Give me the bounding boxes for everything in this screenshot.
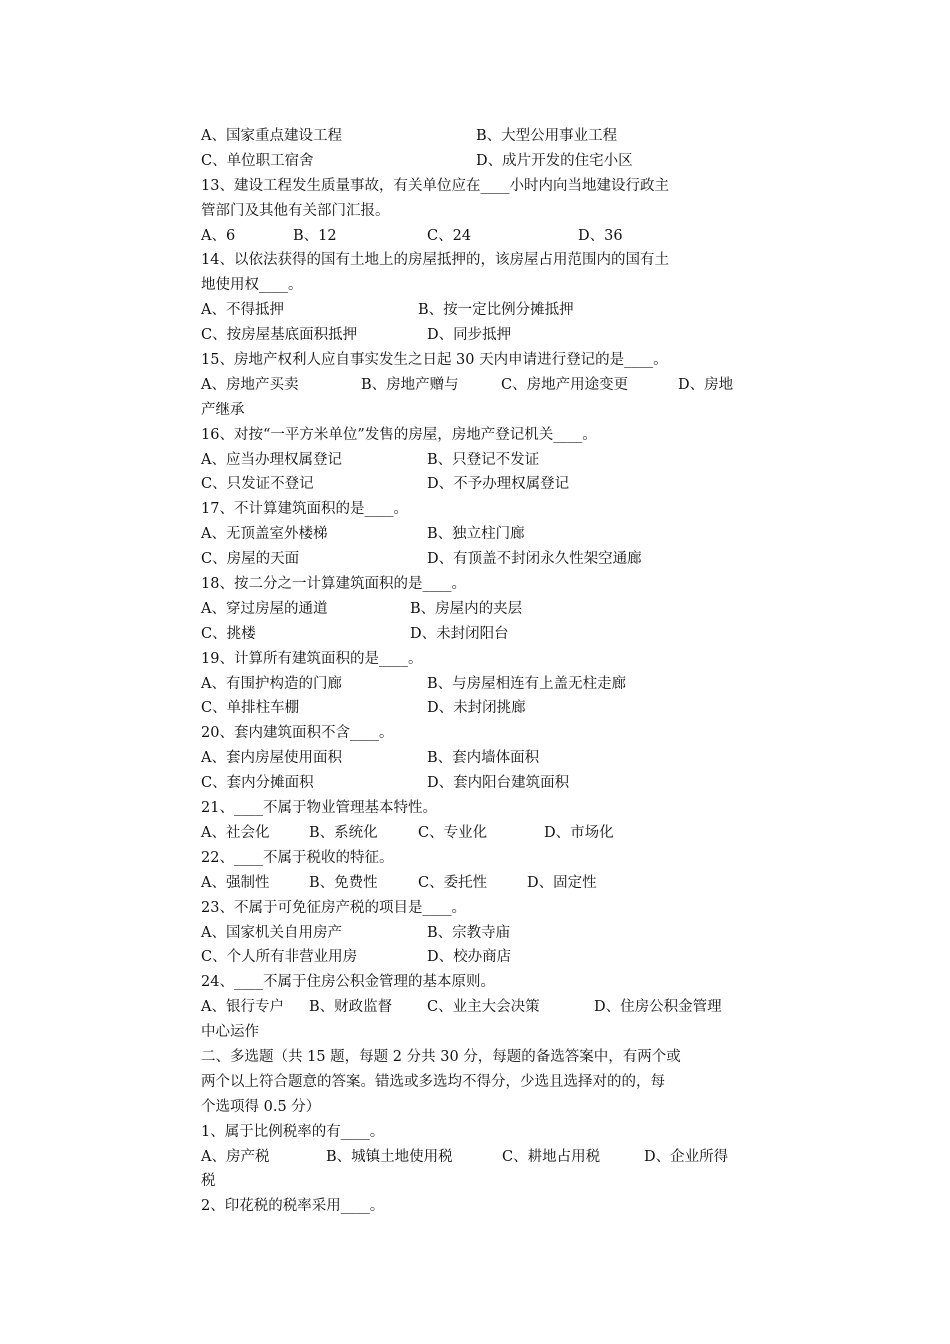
option-text: B、按一定比例分摊抵押	[418, 302, 574, 319]
option-text: B、12	[293, 227, 337, 244]
option-text: C、耕地占用税	[502, 1148, 601, 1165]
text-line	[201, 547, 746, 572]
option-text: B、房屋内的夹层	[410, 600, 523, 617]
line-text: 2、印花税的税率采用____。	[201, 1198, 385, 1215]
text-line	[201, 721, 746, 746]
option-text: B、套内墙体面积	[427, 750, 540, 767]
option-text: C、委托性	[418, 874, 488, 891]
option-text: C、单排柱车棚	[201, 700, 300, 717]
option-text: D、同步抵押	[427, 327, 512, 344]
option-text: A、社会化	[201, 824, 270, 841]
option-text: C、房屋的天面	[201, 551, 300, 568]
option-text: B、系统化	[309, 824, 378, 841]
option-text: B、财政监督	[309, 999, 393, 1016]
line-text: 中心运作	[201, 1024, 259, 1041]
text-line	[201, 1145, 746, 1170]
text-line	[201, 672, 746, 697]
line-text: 17、不计算建筑面积的是____。	[201, 501, 408, 518]
line-text: 产继承	[201, 401, 245, 418]
line-text: 16、对按“一平方米单位”发售的房屋，房地产登记机关____。	[201, 426, 597, 443]
option-text: C、专业化	[418, 824, 488, 841]
text-line	[201, 248, 746, 273]
option-text: C、挑楼	[201, 625, 256, 642]
line-text: 22、____不属于税收的特征。	[201, 849, 394, 866]
text-line	[201, 821, 746, 846]
option-text: D、企业所得	[644, 1148, 729, 1165]
option-text: B、房地产赠与	[361, 376, 459, 393]
line-text: 1、属于比例税率的有____。	[201, 1123, 385, 1140]
text-line	[201, 622, 746, 647]
text-line	[201, 945, 746, 970]
option-text: D、套内阳台建筑面积	[427, 775, 570, 792]
text-line	[201, 896, 746, 921]
text-line	[201, 1070, 746, 1095]
option-text: C、按房屋基底面积抵押	[201, 327, 358, 344]
line-text: 18、按二分之一计算建筑面积的是____。	[201, 576, 466, 593]
text-line	[201, 846, 746, 871]
option-text: A、强制性	[201, 874, 270, 891]
text-line	[201, 1045, 746, 1070]
option-text: D、住房公积金管理	[594, 999, 722, 1016]
text-line	[201, 746, 746, 771]
option-text: D、未封闭阳台	[410, 625, 509, 642]
option-text: D、未封闭挑廊	[427, 700, 526, 717]
option-text: B、与房屋相连有上盖无柱走廊	[427, 675, 627, 692]
text-line	[201, 398, 746, 423]
line-text: 14、以依法获得的国有土地上的房屋抵押的，该房屋占用范围内的国有土	[201, 252, 669, 269]
option-text: A、有围护构造的门廊	[201, 675, 342, 692]
option-text: D、房地	[678, 376, 734, 393]
text-line	[201, 199, 746, 224]
option-text: A、不得抵押	[201, 302, 284, 319]
line-text: 管部门及其他有关部门汇报。	[201, 202, 390, 219]
option-text: C、套内分摊面积	[201, 775, 314, 792]
text-line	[201, 522, 746, 547]
text-line	[201, 970, 746, 995]
text-line	[201, 448, 746, 473]
option-text: A、银行专户	[201, 999, 284, 1016]
text-line	[201, 647, 746, 672]
text-line	[201, 1095, 746, 1120]
text-line	[201, 995, 746, 1020]
text-line	[201, 1169, 746, 1194]
option-text: D、有顶盖不封闭永久性架空通廊	[427, 551, 642, 568]
option-text: D、固定性	[527, 874, 597, 891]
text-line	[201, 273, 746, 298]
text-line	[201, 497, 746, 522]
line-text: 地使用权____。	[201, 277, 303, 294]
text-line	[201, 423, 746, 448]
option-text: A、应当办理权属登记	[201, 451, 342, 468]
line-text: 13、建设工程发生质量事故，有关单位应在____小时内向当地建设行政主	[201, 177, 669, 194]
line-text: 两个以上符合题意的答案。错选或多选均不得分，少选且选择对的的，每	[201, 1073, 665, 1090]
option-text: A、国家重点建设工程	[201, 128, 342, 144]
option-text: B、宗教寺庙	[427, 924, 511, 941]
option-text: C、房地产用途变更	[501, 376, 629, 393]
line-text: 20、套内建筑面积不含____。	[201, 725, 394, 742]
text-line	[201, 871, 746, 896]
line-text: 23、不属于可免征房产税的项目是____。	[201, 899, 466, 916]
text-line	[201, 921, 746, 946]
text-line	[201, 149, 746, 174]
option-text: A、套内房屋使用面积	[201, 750, 342, 767]
text-line	[201, 1194, 746, 1219]
option-text: A、6	[201, 227, 236, 244]
line-text: 二、多选题（共 15 题，每题 2 分共 30 分，每题的备选答案中，有两个或	[201, 1048, 681, 1065]
option-text: B、只登记不发证	[427, 451, 540, 468]
text-line	[201, 696, 746, 721]
option-text: B、大型公用事业工程	[476, 128, 618, 144]
option-text: C、个人所有非营业用房	[201, 949, 358, 966]
option-text: D、不予办理权属登记	[427, 476, 570, 493]
option-text: D、成片开发的住宅小区	[476, 152, 633, 169]
option-text: A、国家机关自用房产	[201, 924, 342, 941]
text-line	[201, 224, 746, 249]
line-text: 15、房地产权利人应自事实发生之日起 30 天内申请进行登记的是____。	[201, 352, 668, 369]
text-line	[201, 373, 746, 398]
text-line	[201, 771, 746, 796]
text-line	[201, 298, 746, 323]
text-line	[201, 472, 746, 497]
option-text: B、城镇土地使用税	[326, 1148, 453, 1165]
option-text: C、24	[427, 227, 472, 244]
text-line	[201, 572, 746, 597]
line-text: 税	[201, 1173, 216, 1190]
text-line	[201, 597, 746, 622]
line-text: 24、____不属于住房公积金管理的基本原则。	[201, 974, 495, 991]
option-text: B、独立柱门廊	[427, 526, 525, 543]
text-line	[201, 1120, 746, 1145]
option-text: C、业主大会决策	[427, 999, 540, 1016]
text-line	[201, 348, 746, 373]
text-line	[201, 174, 746, 199]
line-text: 个选项得 0.5 分）	[201, 1098, 321, 1115]
line-text: 19、计算所有建筑面积的是____。	[201, 650, 423, 667]
option-text: B、免费性	[309, 874, 378, 891]
option-text: A、穿过房屋的通道	[201, 600, 328, 617]
option-text: C、只发证不登记	[201, 476, 314, 493]
option-text: D、校办商店	[427, 949, 512, 966]
document-page	[201, 124, 746, 1219]
option-text: A、房地产买卖	[201, 376, 299, 393]
option-text: D、36	[578, 227, 623, 244]
option-text: A、房产税	[201, 1148, 270, 1165]
option-text: D、市场化	[544, 824, 614, 841]
line-text: 21、____不属于物业管理基本特性。	[201, 800, 437, 817]
text-line	[201, 124, 746, 149]
text-line	[201, 1020, 746, 1045]
text-line	[201, 323, 746, 348]
option-text: C、单位职工宿舍	[201, 152, 314, 169]
option-text: A、无顶盖室外楼梯	[201, 526, 328, 543]
text-line	[201, 796, 746, 821]
